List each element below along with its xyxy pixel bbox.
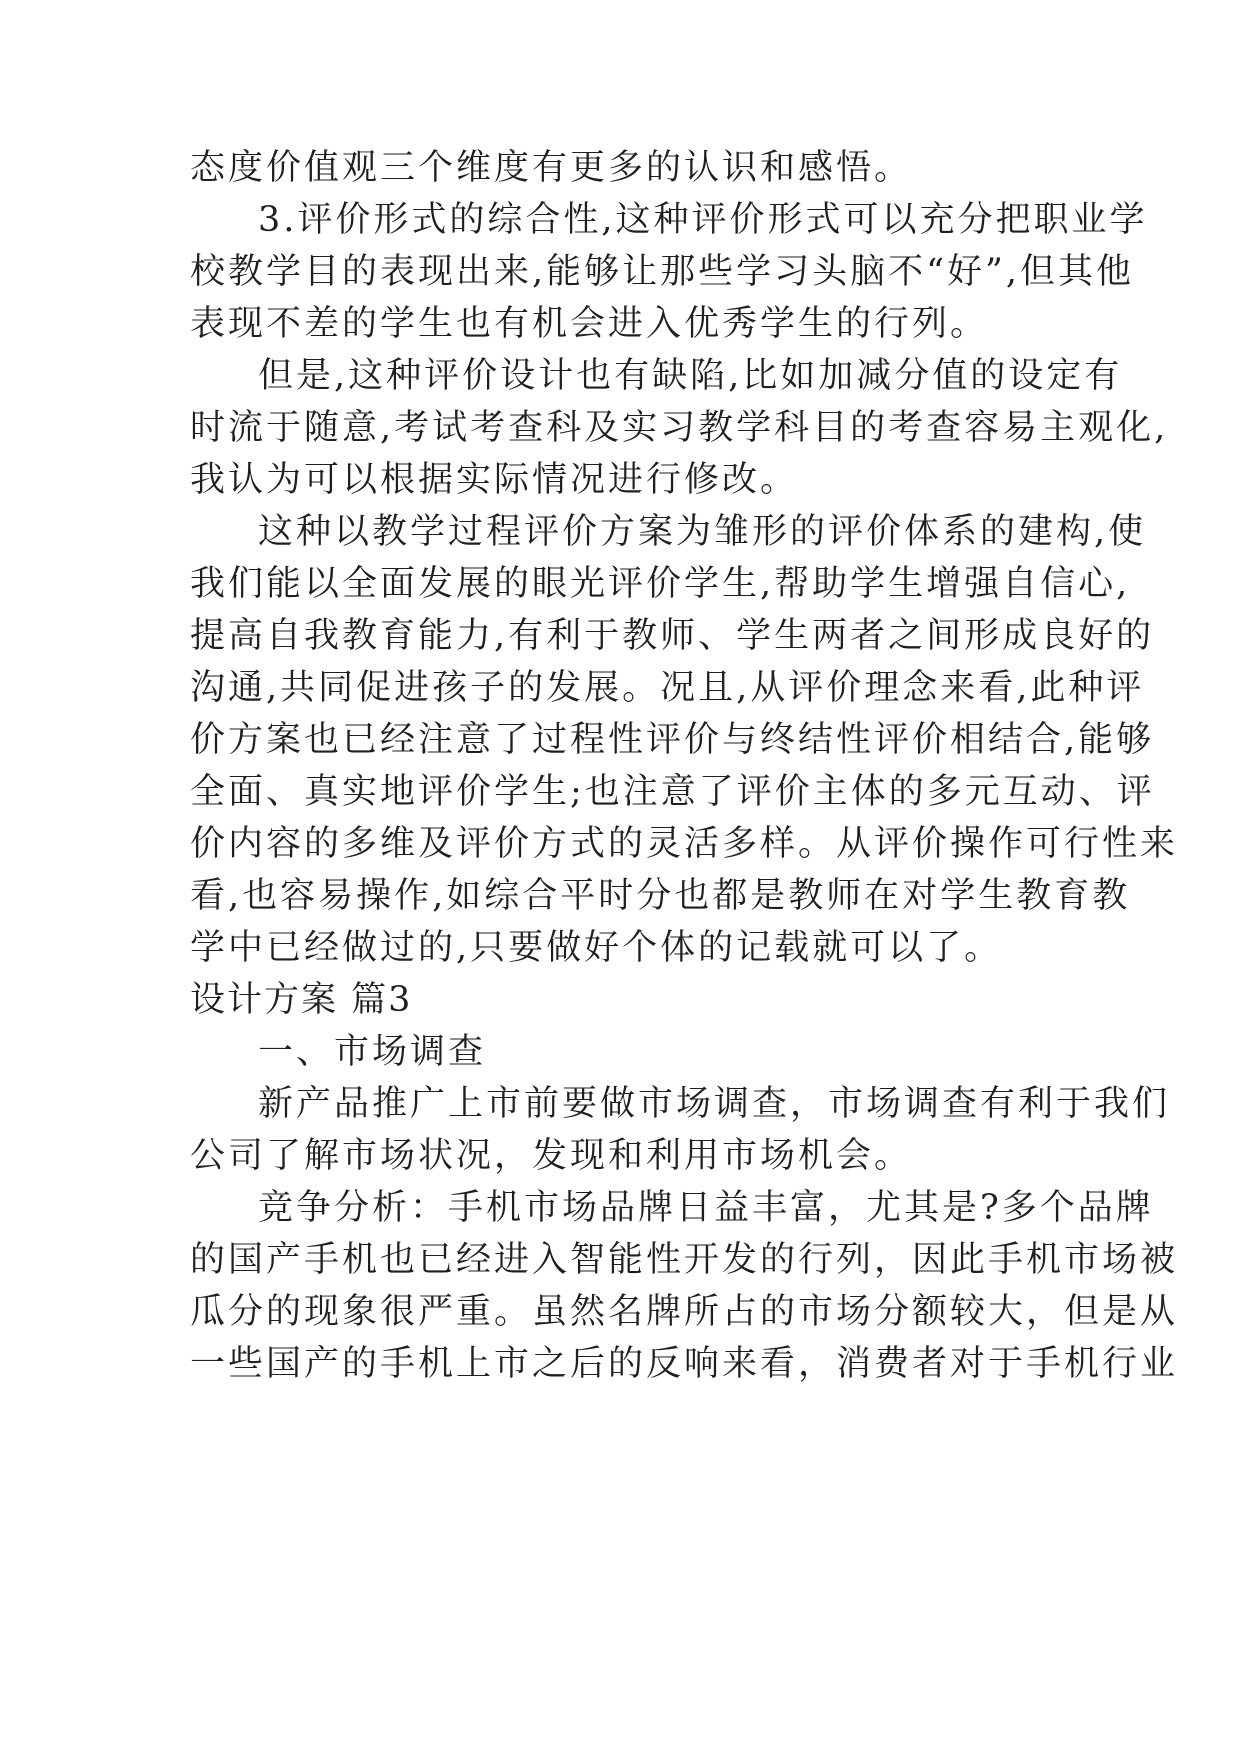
text-line: 提高自我教育能力,有利于教师、学生两者之间形成良好的 xyxy=(190,616,1155,656)
text-line: 学中已经做过的,只要做好个体的记载就可以了。 xyxy=(190,928,1003,968)
text-line: 沟通,共同促进孩子的发展。况且,从评价理念来看,此种评 xyxy=(190,668,1145,708)
text-line: 表现不差的学生也有机会进入优秀学生的行列。 xyxy=(190,304,989,344)
text-line: 新产品推广上市前要做市场调查，市场调查有利于我们 xyxy=(258,1084,1171,1124)
text-line: 校教学目的表现出来,能够让那些学习头脑不“好”,但其他 xyxy=(190,252,1135,292)
text-line: 的国产手机也已经进入智能性开发的行列，因此手机市场被 xyxy=(190,1240,1179,1280)
section-heading: 设计方案 篇3 xyxy=(190,980,413,1020)
text-line: 竞争分析：手机市场品牌日益丰富，尤其是?多个品牌 xyxy=(258,1188,1154,1228)
text-line: 我们能以全面发展的眼光评价学生,帮助学生增强自信心, xyxy=(190,564,1131,604)
text-line: 瓜分的现象很严重。虽然名牌所占的市场分额较大，但是从 xyxy=(190,1292,1179,1332)
text-line: 全面、真实地评价学生;也注意了评价主体的多元互动、评 xyxy=(190,772,1155,812)
text-line: 价内容的多维及评价方式的灵活多样。从评价操作可行性来 xyxy=(190,824,1179,864)
text-line: 我认为可以根据实际情况进行修改。 xyxy=(190,460,799,500)
text-line: 公司了解市场状况，发现和利用市场机会。 xyxy=(190,1136,913,1176)
text-line: 时流于随意,考试考查科及实习教学科目的考查容易主观化, xyxy=(190,408,1169,448)
text-line: 价方案也已经注意了过程性评价与终结性评价相结合,能够 xyxy=(190,720,1155,760)
text-line: 3.评价形式的综合性,这种评价形式可以充分把职业学 xyxy=(258,200,1148,240)
text-line: 但是,这种评价设计也有缺陷,比如加减分值的设定有 xyxy=(258,356,1123,396)
text-line: 一些国产的手机上市之后的反响来看，消费者对于手机行业 xyxy=(190,1344,1179,1384)
text-line: 这种以教学过程评价方案为雏形的评价体系的建构,使 xyxy=(258,512,1147,552)
subsection-heading: 一、市场调查 xyxy=(258,1032,487,1072)
text-line: 态度价值观三个维度有更多的认识和感悟。 xyxy=(190,148,913,188)
text-line: 看,也容易操作,如综合平时分也都是教师在对学生教育教 xyxy=(190,876,1131,916)
